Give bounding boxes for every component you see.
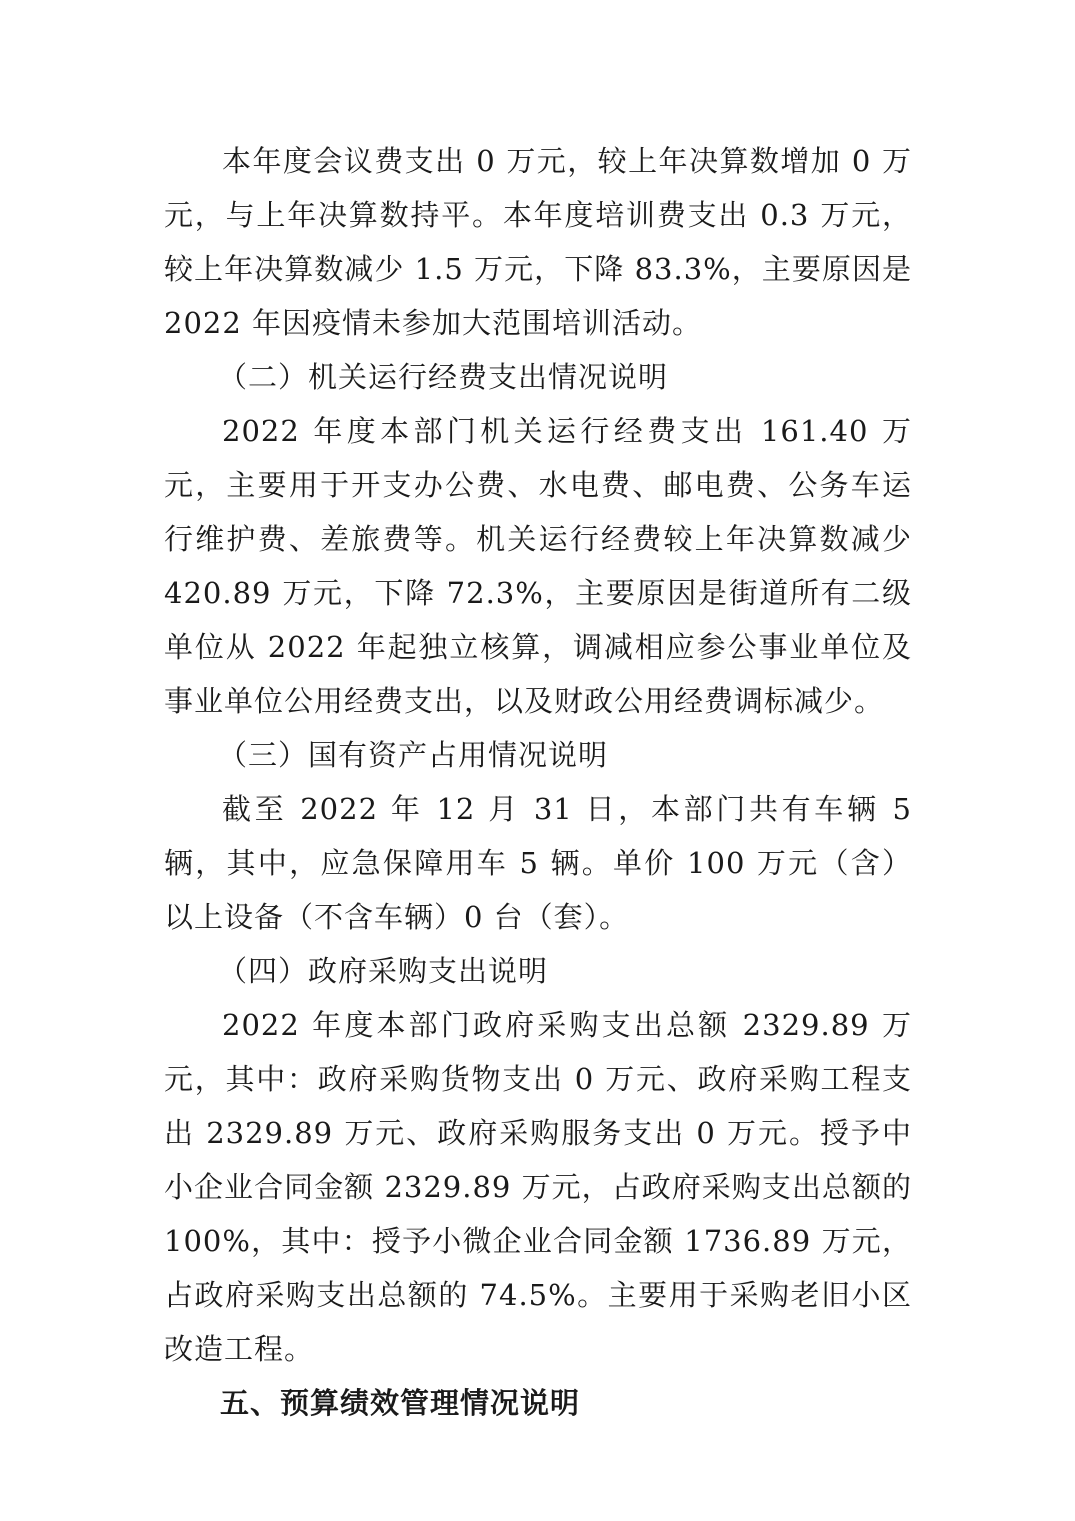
subheading-state-assets: （三）国有资产占用情况说明 — [218, 738, 609, 772]
paragraph-meeting-training-fees: 本年度会议费支出 0 万元，较上年决算数增加 0 万元，与上年决算数持平。本年度培训费支出 0.3 万元，较上年决算数减少 1.5 万元，下降 83.3%，主要原因是 2022 年因疫情未参加大范围培训活动。 — [164, 144, 912, 340]
subheading-government-procurement: （四）政府采购支出说明 — [218, 954, 549, 988]
subheading-operating-expenses: （二）机关运行经费支出情况说明 — [218, 360, 669, 394]
document-body — [164, 134, 912, 1430]
paragraph-state-assets: 截至 2022 年 12 月 31 日，本部门共有车辆 5 辆，其中，应急保障用车 5 辆。单价 100 万元（含）以上设备（不含车辆）0 台（套）。 — [164, 792, 912, 934]
paragraph-operating-expenses: 2022 年度本部门机关运行经费支出 161.40 万元，主要用于开支办公费、水电费、邮电费、公务车运行维护费、差旅费等。机关运行经费较上年决算数减少 420.89 万元，下降 72.3%，主要原因是街道所有二级单位从 2022 年起独立核算，调减相应参公事业单位及事业单位公用经费支出，以及财政公用经费调标减少。 — [164, 414, 912, 718]
section-heading-performance-management: 五、预算绩效管理情况说明 — [220, 1386, 581, 1420]
paragraph-government-procurement: 2022 年度本部门政府采购支出总额 2329.89 万元，其中：政府采购货物支出 0 万元、政府采购工程支出 2329.89 万元、政府采购服务支出 0 万元。授予中小企业合同金额 2329.89 万元，占政府采购支出总额的 100%，其中：授予小微企业合同金额 1736.89 万元，占政府采购支出总额的 74.5%。主要用于采购老旧小区改造工程。 — [164, 1008, 912, 1366]
